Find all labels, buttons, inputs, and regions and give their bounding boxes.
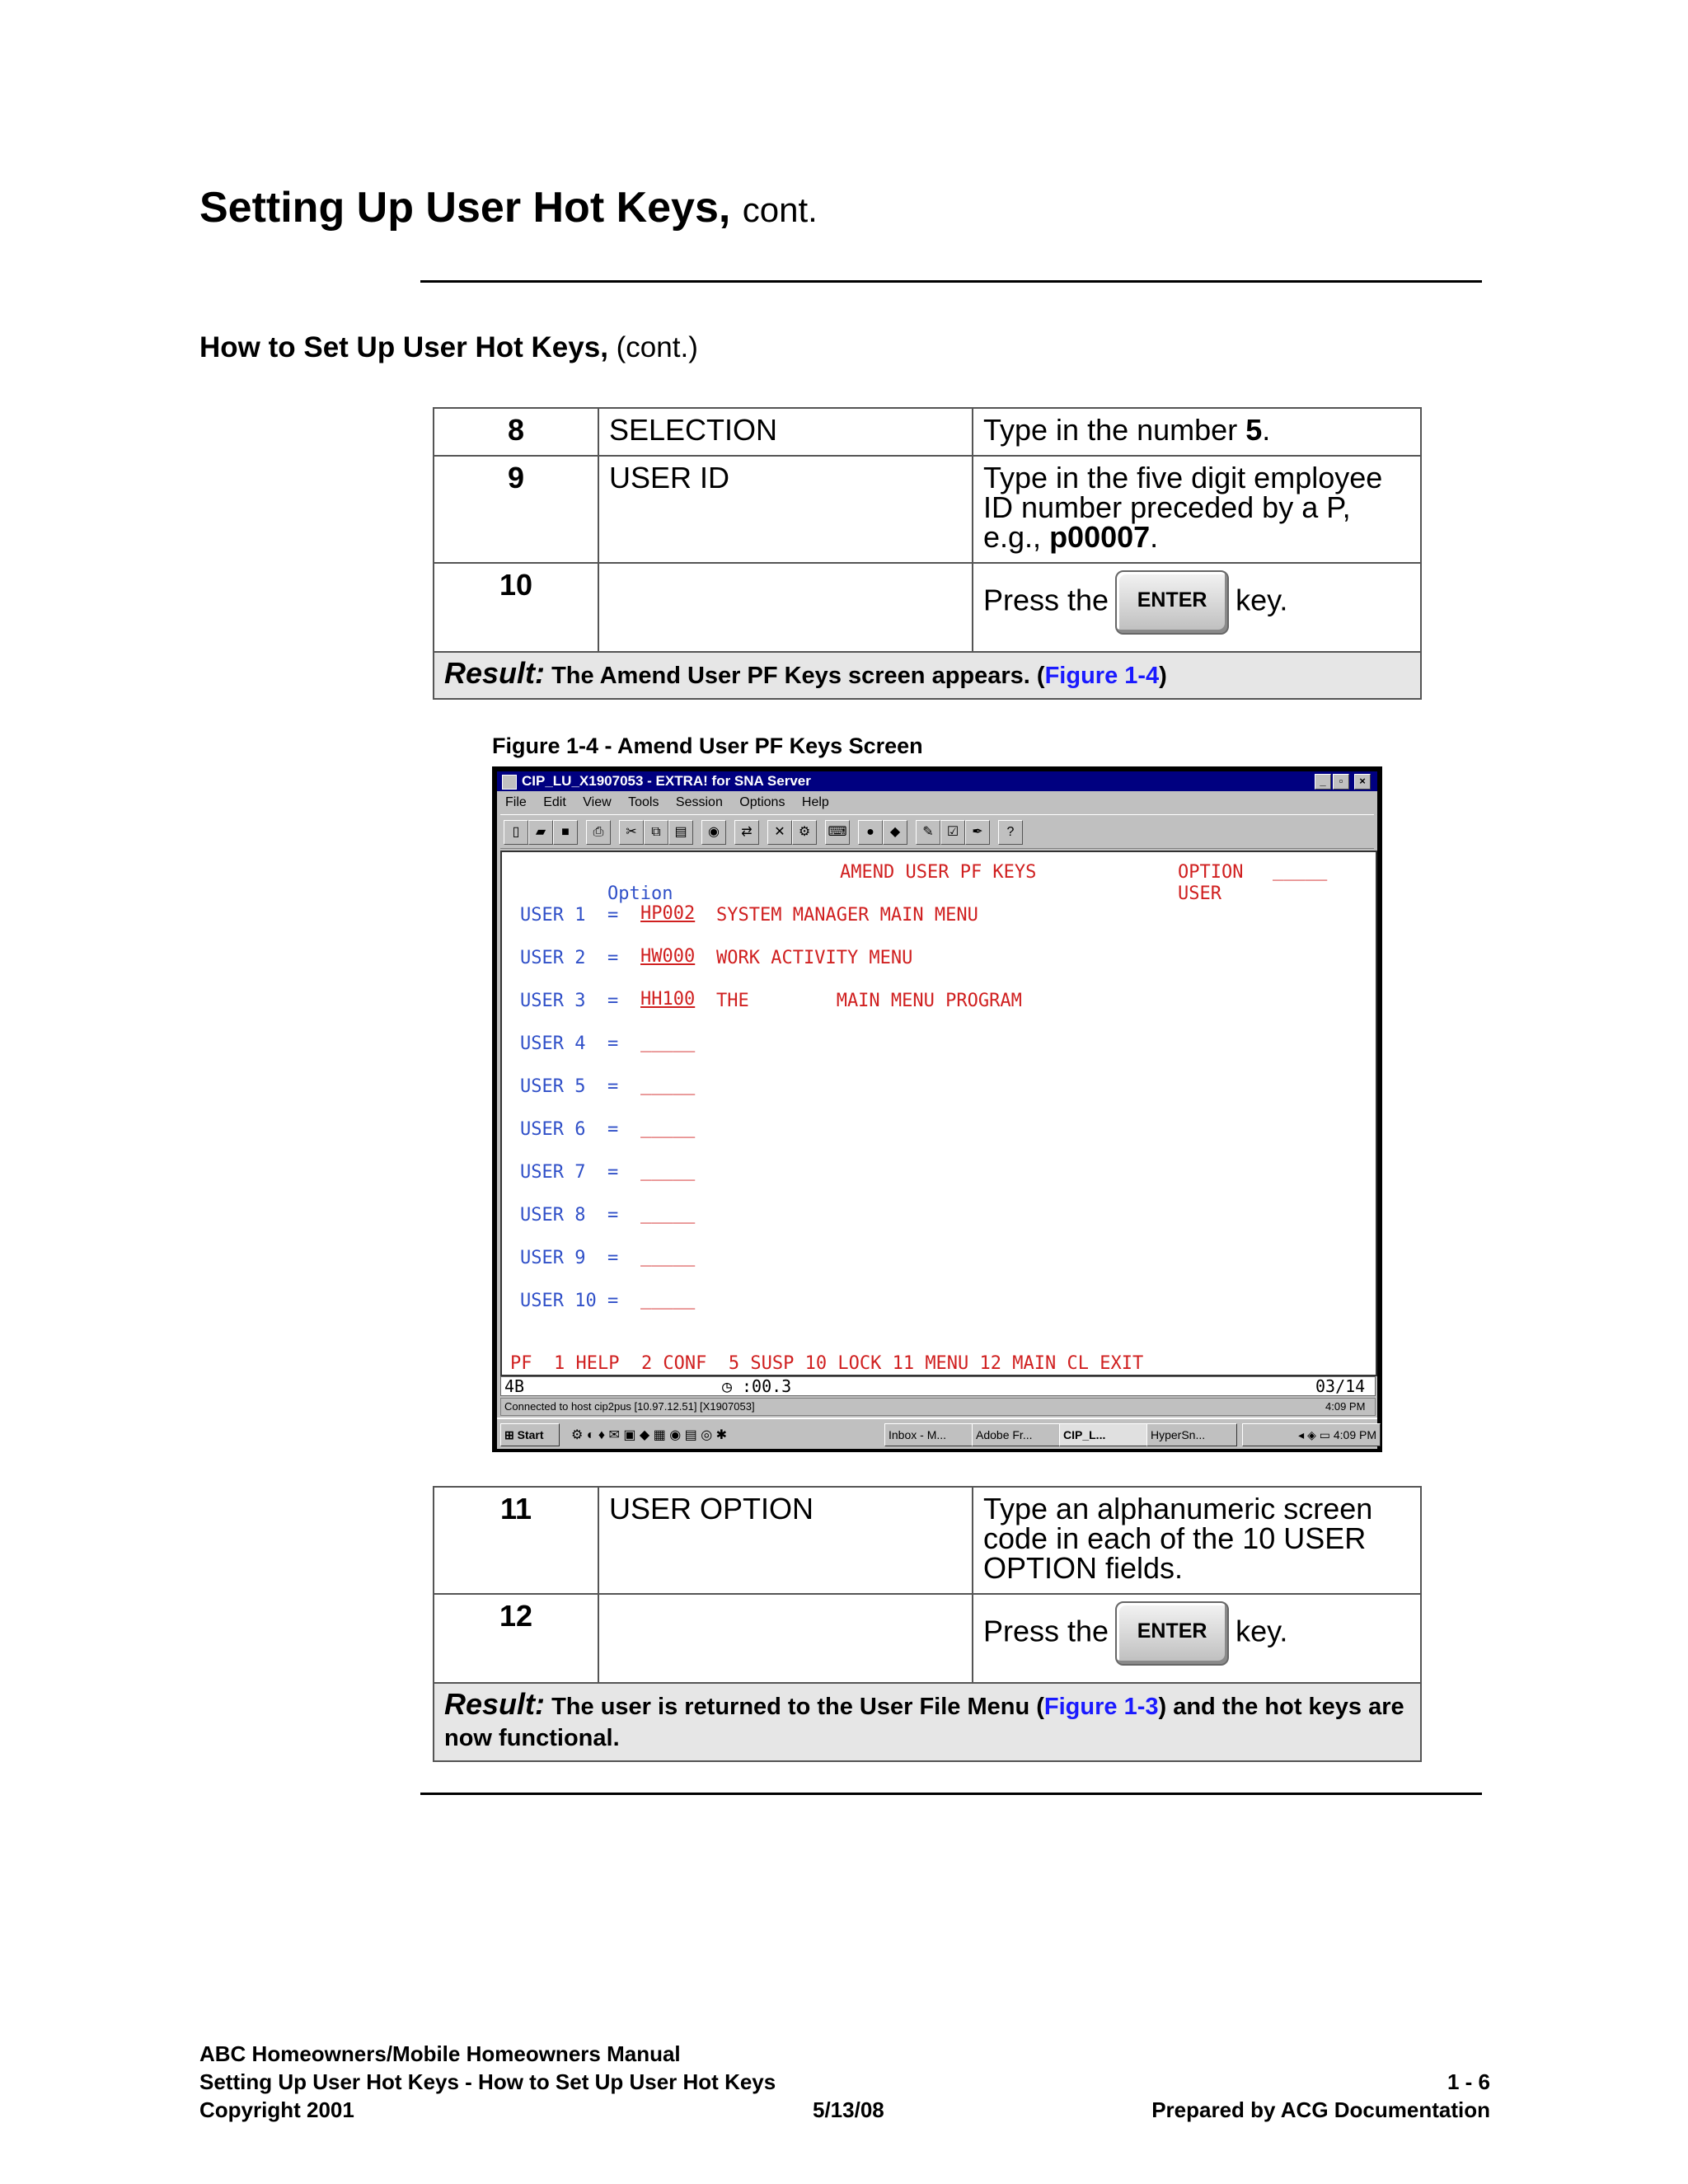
footer-prepared-by: Prepared by ACG Documentation xyxy=(1151,2097,1490,2122)
menu-tools[interactable]: Tools xyxy=(628,795,659,809)
user-option-description: WORK ACTIVITY MENU xyxy=(716,948,913,968)
tray-icons: ◂ ◈ ▭ xyxy=(1298,1428,1334,1441)
footer-page-number: 1 - 6 xyxy=(1447,2069,1490,2094)
maximize-icon[interactable]: ▫ xyxy=(1333,774,1349,790)
footer-date: 5/13/08 xyxy=(813,2097,884,2122)
toolbar xyxy=(500,814,1374,849)
figure-caption: Figure 1-4 - Amend User PF Keys Screen xyxy=(492,733,923,758)
result-text: Result: The Amend User PF Keys screen appears. (Figure 1-4) xyxy=(434,652,1421,699)
save-icon[interactable]: ■ xyxy=(553,820,578,845)
user-row-label: USER 5 = xyxy=(520,1076,619,1097)
menu-bar xyxy=(497,793,1377,813)
close-icon[interactable]: × xyxy=(1354,774,1371,790)
result-row xyxy=(434,652,1421,699)
terminal-screenshot xyxy=(492,766,1382,1452)
terminal-option-header: Option xyxy=(607,883,673,904)
paste-icon[interactable]: ▤ xyxy=(668,820,693,845)
help-icon[interactable]: ? xyxy=(998,820,1023,845)
user-option-field[interactable]: _____ xyxy=(640,1203,696,1224)
dot-icon[interactable]: ● xyxy=(858,820,883,845)
taskbar-clock: 4:09 PM xyxy=(1333,1428,1376,1441)
step-description: Press the ENTER key. xyxy=(973,563,1421,652)
enter-key-icon: ENTER xyxy=(1115,570,1229,635)
user-row-label: USER 10 = xyxy=(520,1291,619,1311)
transfer-icon[interactable]: ⇄ xyxy=(734,820,759,845)
footer-section: Setting Up User Hot Keys - How to Set Up User Hot Keys xyxy=(199,2069,776,2094)
app-icon xyxy=(502,775,517,790)
start-button[interactable]: ⊞ Start xyxy=(500,1423,560,1446)
user-option-description: THE MAIN MENU PROGRAM xyxy=(716,991,1022,1011)
connection-text: Connected to host cip2pus [10.97.12.51] [X1907053] xyxy=(504,1400,755,1413)
menu-session[interactable]: Session xyxy=(675,795,723,809)
enter-key-icon: ENTER xyxy=(1115,1601,1229,1666)
step-number: 12 xyxy=(434,1594,598,1683)
status-cursor-position: 03/14 xyxy=(1315,1376,1366,1396)
print-icon[interactable]: ⎙ xyxy=(586,820,611,845)
record-icon[interactable]: ◉ xyxy=(701,820,726,845)
menu-view[interactable]: View xyxy=(583,795,612,809)
result-text: Result: The user is returned to the User File Menu (Figure 1-3) and the hot keys are now functional. xyxy=(434,1683,1421,1761)
terminal-user-label: USER xyxy=(1178,883,1221,904)
windows-taskbar xyxy=(497,1418,1377,1449)
section-title-suffix: (cont.) xyxy=(616,331,698,363)
steps-table-1 xyxy=(433,407,1422,700)
status-left: 4B xyxy=(504,1376,525,1396)
step-description: Type in the number 5. xyxy=(973,408,1421,456)
user-option-field[interactable]: _____ xyxy=(640,1160,696,1181)
user-row-label: USER 9 = xyxy=(520,1248,619,1268)
page-title xyxy=(199,183,818,232)
step-number: 8 xyxy=(434,408,598,456)
user-row-label: USER 7 = xyxy=(520,1162,619,1183)
figure-1-3-link[interactable]: Figure 1-3 xyxy=(1043,1694,1159,1720)
user-option-description: SYSTEM MANAGER MAIN MENU xyxy=(716,905,978,926)
field-name xyxy=(598,1594,973,1683)
window-title: CIP_LU_X1907053 - EXTRA! for SNA Server xyxy=(522,773,811,789)
menu-help[interactable]: Help xyxy=(801,795,829,809)
table-row xyxy=(434,408,1421,456)
open-icon[interactable]: ▰ xyxy=(528,820,553,845)
user-option-field[interactable]: HW000 xyxy=(640,946,696,967)
minimize-icon[interactable]: _ xyxy=(1315,774,1331,790)
system-tray xyxy=(1242,1423,1381,1446)
field-name: USER OPTION xyxy=(598,1487,973,1594)
copy-icon[interactable]: ⧉ xyxy=(644,820,668,845)
menu-file[interactable]: File xyxy=(505,795,527,809)
bottom-divider xyxy=(420,1793,1482,1795)
windows-logo-icon: ⊞ xyxy=(504,1428,514,1441)
steps-table-2 xyxy=(433,1486,1422,1762)
window-titlebar xyxy=(497,771,1377,791)
menu-edit[interactable]: Edit xyxy=(543,795,566,809)
quick-launch-icons[interactable]: ⚙ ◐ ♦ ✉ ▣ ◆ ▦ ◉ ▤ ◎ ✱ xyxy=(571,1428,728,1442)
taskbar-adobe[interactable]: Adobe Fr... xyxy=(972,1423,1062,1446)
taskbar-cip[interactable]: CIP_L... xyxy=(1059,1423,1150,1446)
terminal-status-line xyxy=(500,1376,1376,1396)
user-row-label: USER 2 = xyxy=(520,948,619,968)
connection-time: 4:09 PM xyxy=(1325,1400,1366,1413)
section-title-text: How to Set Up User Hot Keys, xyxy=(199,331,608,363)
user-row-label: USER 8 = xyxy=(520,1205,619,1226)
terminal-option-field[interactable]: _____ xyxy=(1273,860,1328,881)
result-row xyxy=(434,1683,1421,1761)
terminal-screen xyxy=(500,851,1377,1376)
pf-key-legend: PF 1 HELP 2 CONF 5 SUSP 10 LOCK 11 MENU 12 MAIN CL EXIT xyxy=(510,1353,1144,1374)
terminal-option-label: OPTION xyxy=(1178,862,1244,883)
settings-icon[interactable]: ⚙ xyxy=(792,820,817,845)
step-description: Type an alphanumeric screen code in each of the 10 USER OPTION fields. xyxy=(973,1487,1421,1594)
table-row xyxy=(434,1487,1421,1594)
step-number: 10 xyxy=(434,563,598,652)
menu-options[interactable]: Options xyxy=(739,795,785,809)
user-option-field[interactable]: _____ xyxy=(640,1075,696,1095)
color-icon[interactable]: ◆ xyxy=(883,820,907,845)
result-label: Result: xyxy=(444,1687,546,1721)
page-title-suffix: cont. xyxy=(742,190,818,229)
taskbar-hypersnap[interactable]: HyperSn... xyxy=(1146,1423,1237,1446)
user-option-field[interactable]: _____ xyxy=(640,1289,696,1310)
user-row-label: USER 1 = xyxy=(520,905,619,926)
step-number: 11 xyxy=(434,1487,598,1594)
step-description: Press the ENTER key. xyxy=(973,1594,1421,1683)
macro-icon[interactable]: ✕ xyxy=(767,820,792,845)
table-row xyxy=(434,1594,1421,1683)
footer-copyright: Copyright 2001 xyxy=(199,2097,354,2122)
user-option-field[interactable]: _____ xyxy=(640,1118,696,1138)
top-divider xyxy=(420,280,1482,283)
field-name: USER ID xyxy=(598,456,973,563)
cut-icon[interactable]: ✂ xyxy=(619,820,644,845)
edit-icon[interactable]: ✎ xyxy=(916,820,940,845)
field-name xyxy=(598,563,973,652)
section-title xyxy=(199,331,698,364)
user-option-field[interactable]: _____ xyxy=(640,1032,696,1052)
table-row xyxy=(434,563,1421,652)
user-row-label: USER 6 = xyxy=(520,1119,619,1140)
field-name: SELECTION xyxy=(598,408,973,456)
keyboard-icon[interactable]: ⌨ xyxy=(825,820,850,845)
footer-manual-title: ABC Homeowners/Mobile Homeowners Manual xyxy=(199,2041,681,2066)
figure-1-4-link[interactable]: Figure 1-4 xyxy=(1044,663,1160,689)
page-title-text: Setting Up User Hot Keys, xyxy=(199,184,731,232)
table-row xyxy=(434,456,1421,563)
connection-bar xyxy=(500,1398,1376,1416)
user-option-field[interactable]: HH100 xyxy=(640,989,696,1010)
result-label: Result: xyxy=(444,656,546,690)
step-number: 9 xyxy=(434,456,598,563)
step-description: Type in the five digit employee ID number preceded by a P, e.g., p00007. xyxy=(973,456,1421,563)
user-row-label: USER 4 = xyxy=(520,1033,619,1054)
clock-icon: ◷ xyxy=(722,1376,733,1396)
check-icon[interactable]: ☑ xyxy=(940,820,965,845)
user-option-field[interactable]: HP002 xyxy=(640,903,696,924)
taskbar-inbox[interactable]: Inbox - M... xyxy=(884,1423,975,1446)
user-option-field[interactable]: _____ xyxy=(640,1246,696,1267)
new-icon[interactable]: ▯ xyxy=(504,820,528,845)
pen-icon[interactable]: ✒ xyxy=(965,820,990,845)
status-timer: :00.3 xyxy=(742,1376,792,1396)
user-row-label: USER 3 = xyxy=(520,991,619,1011)
terminal-screen-title: AMEND USER PF KEYS xyxy=(840,862,1037,883)
